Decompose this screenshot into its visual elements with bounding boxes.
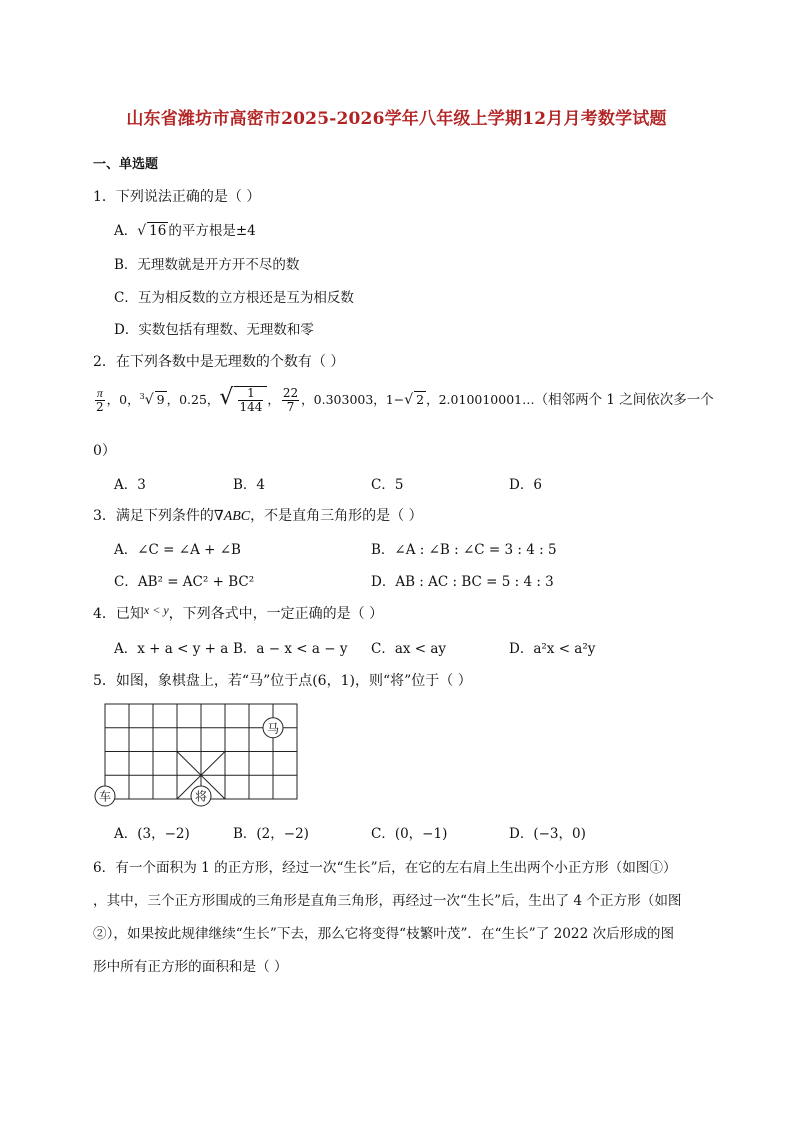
q3-stem (93, 505, 423, 525)
q3-stem-pre: 3．满足下列条件的 (93, 508, 214, 524)
q4-option-a: A．x + a < y + a (114, 641, 229, 657)
q5-option-b: B．(2，−2) (233, 826, 309, 842)
q5-option-d: D．(−3，0) (509, 826, 586, 842)
q3-option-d: D．AB : AC : BC = 5 : 4 : 3 (371, 574, 554, 590)
q3-triangle-name: ABC (223, 509, 251, 524)
q1-stem: 1．下列说法正确的是（ ） (93, 189, 261, 205)
q6-line-3: ②），如果按此规律继续“生长”下去，那么它将变得“枝繁叶茂”．在“生长”了 2022 次后形成的图 (93, 926, 675, 942)
q6-line-1: 6．有一个面积为 1 的正方形，经过一次“生长”后，在它的左右肩上生出两个小正方形（如图①） (93, 860, 677, 876)
chariot-piece-label: 车 (98, 789, 112, 804)
horse-piece-label: 马 (266, 721, 280, 736)
q2-note: （相邻两个 1 之间依次多一个 (534, 392, 714, 408)
q2-decimal-1: ，0.2 (166, 392, 199, 407)
q2-numbers: $\frac{\pi}{2}$ ，0，$^3$√ 9 ，0.25̇，√ $\frac{1}{144}$ ， $\frac{22}{7}$ ，0.303003，1−√ 2 ，2.010010001…（相邻两个 1 之间依次多一个 (96, 385, 714, 414)
q2-decimal-1-repeat: 5̇ (198, 392, 207, 407)
q3-option-b: B．∠A : ∠B : ∠C = 3 : 4 : 5 (371, 542, 557, 558)
q4-option-c: C．ax < ay (371, 641, 447, 657)
q2-cbrt-radicand: 9 (156, 392, 165, 407)
q4-option-b: B．a − x < a − y (233, 641, 348, 657)
q2-frac-1-144: $\frac{1}{144}$ (239, 386, 263, 414)
chess-board-figure (92, 703, 302, 807)
q2-zero: ，0， (106, 392, 140, 407)
general-piece (191, 786, 211, 806)
q1-option-a-prefix: A． (114, 223, 138, 239)
q6-line-2: ，其中，三个正方形围成的三角形是直角三角形，再经过一次“生长”后，生出了 4 个正方形（如图 (93, 893, 682, 909)
q2-decimal-2: ，0.303003，1− (301, 392, 405, 407)
q2-option-c: C．5 (371, 477, 404, 493)
q3-option-a: A．∠C = ∠A + ∠B (114, 542, 241, 558)
q2-cbrt-index: 3 (139, 391, 145, 401)
q2-frac-pi: $\frac{\pi}{2}$ (96, 386, 104, 414)
q2-frac-22-7: $\frac{22}{7}$ (282, 386, 299, 414)
q2-option-b: B．4 (233, 477, 266, 493)
q1-option-a-text: 的平方根是±4 (168, 223, 256, 239)
horse-piece (263, 718, 283, 738)
q1-option-c: C．互为相反数的立方根还是互为相反数 (114, 290, 354, 306)
q2-sqrt2: 2 (416, 392, 425, 407)
q5-option-a: A．(3，−2) (114, 826, 190, 842)
q5-option-c: C．(0，−1) (371, 826, 448, 842)
q1-option-a-radicand: 16 (149, 223, 167, 239)
q4-stem (93, 603, 383, 623)
q2-decimal-3: ，2.010010001… (426, 392, 535, 407)
q1-option-b: B．无理数就是开方开不尽的数 (114, 257, 300, 273)
q1-option-d: D．实数包括有理数、无理数和零 (114, 322, 314, 338)
q4-stem-post: ，下列各式中，一定正确的是（ ） (168, 606, 384, 622)
q2-note-end: 0） (93, 443, 116, 459)
q3-stem-post: ，不是直角三角形的是（ ） (250, 508, 423, 524)
chariot-piece (95, 786, 115, 806)
q1-option-a: A．√ 16 的平方根是±4 (114, 223, 256, 239)
q3-triangle-symbol: ∇ (213, 508, 224, 524)
q2-option-a: A．3 (114, 477, 146, 493)
q4-condition: x < y (143, 603, 169, 617)
q6-line-4: 形中所有正方形的面积和是（ ） (93, 959, 288, 975)
q2-stem: 2．在下列各数中是无理数的个数有（ ） (93, 354, 345, 370)
q2-option-d: D．6 (509, 477, 542, 493)
general-piece-label: 将 (194, 789, 208, 804)
q4-stem-pre: 4．已知 (93, 606, 144, 622)
q5-stem: 5．如图，象棋盘上，若“马”位于点(6，1)，则“将”位于（ ） (93, 673, 472, 689)
section-heading: 一、单选题 (93, 157, 159, 172)
q3-option-c: C．AB² = AC² + BC² (114, 574, 255, 590)
page-title: 山东省潍坊市高密市2025-2026学年八年级上学期12月月考数学试题 (126, 109, 667, 129)
q4-option-d: D．a²x < a²y (509, 641, 596, 657)
